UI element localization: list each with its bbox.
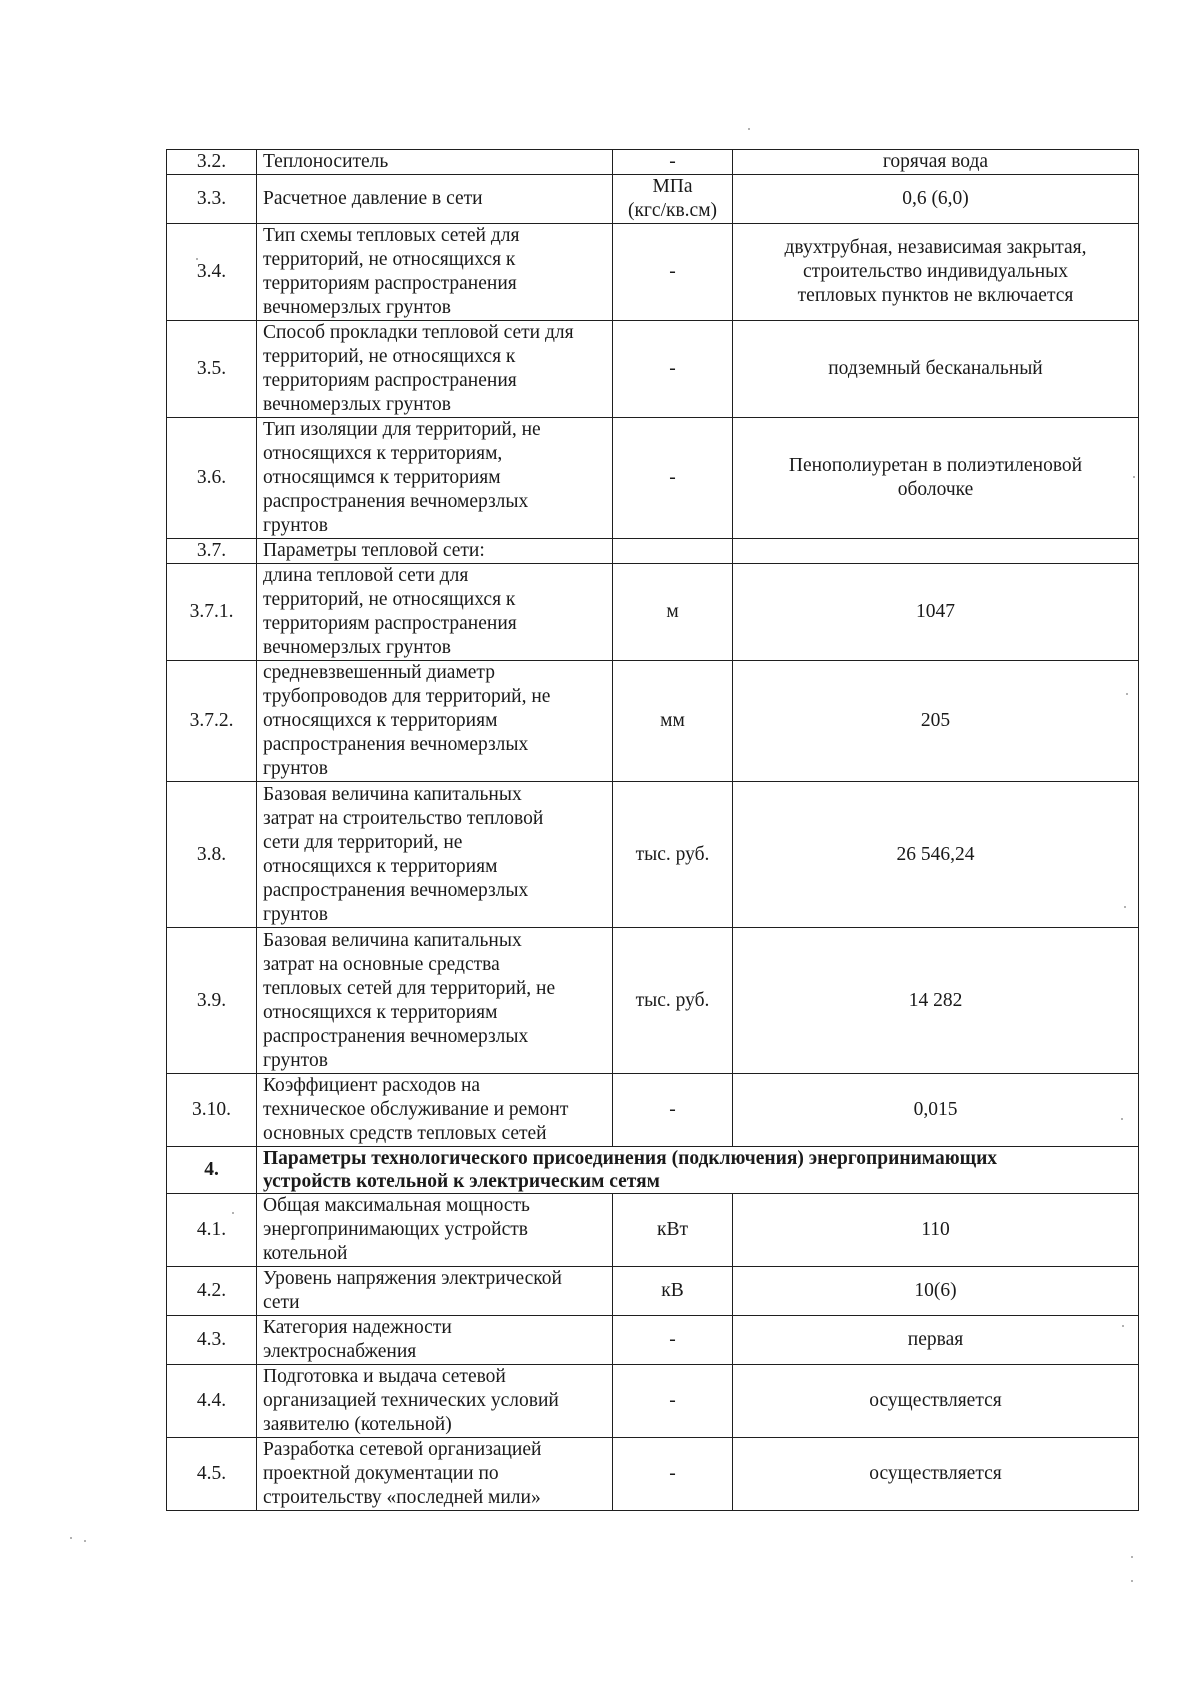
- table-row: [167, 321, 1139, 418]
- scan-speck: [1122, 1325, 1124, 1327]
- row-number: 3.8.: [167, 782, 257, 928]
- parameter-value: горячая вода: [733, 150, 1139, 175]
- parameter-value: 205: [733, 661, 1139, 782]
- parameter-name: Тип схемы тепловых сетей для территорий, не относящихся к территориям распространения вечномерзлых грунтов: [257, 224, 613, 321]
- row-number: 4.: [167, 1147, 257, 1194]
- parameter-name: Уровень напряжения электрической сети: [257, 1267, 613, 1316]
- table-row: [167, 1316, 1139, 1365]
- scan-speck: [1126, 693, 1128, 695]
- parameter-value: подземный бесканальный: [733, 321, 1139, 418]
- unit-of-measure: кВт: [613, 1194, 733, 1267]
- row-number: 4.4.: [167, 1365, 257, 1438]
- unit-of-measure: -: [613, 150, 733, 175]
- table-row: [167, 539, 1139, 564]
- parameter-name: Теплоноситель: [257, 150, 613, 175]
- row-number: 3.2.: [167, 150, 257, 175]
- row-number: 3.9.: [167, 928, 257, 1074]
- table-row: [167, 782, 1139, 928]
- unit-of-measure: мм: [613, 661, 733, 782]
- unit-of-measure: -: [613, 224, 733, 321]
- parameter-name: Общая максимальная мощность энергопринимающих устройств котельной: [257, 1194, 613, 1267]
- parameter-value: первая: [733, 1316, 1139, 1365]
- table-row: [167, 661, 1139, 782]
- parameter-value: 10(6): [733, 1267, 1139, 1316]
- unit-of-measure: кВ: [613, 1267, 733, 1316]
- parameter-name: Расчетное давление в сети: [257, 175, 613, 224]
- parameter-name: Базовая величина капитальных затрат на строительство тепловой сети для территорий, не относящихся к территориям распространения вечномерзлых грунтов: [257, 782, 613, 928]
- scan-speck: [1121, 1118, 1123, 1120]
- parameters-table: [166, 149, 1139, 1511]
- parameter-name: Тип изоляции для территорий, не относящихся к территориям, относящимся к территориям распространения вечномерзлых грунтов: [257, 418, 613, 539]
- parameter-value: осуществляется: [733, 1438, 1139, 1511]
- unit-of-measure: МПа (кгс/кв.см): [613, 175, 733, 224]
- table-row: [167, 1147, 1139, 1194]
- scan-speck: [1133, 476, 1135, 478]
- parameter-value: Пенополиуретан в полиэтиленовой оболочке: [733, 418, 1139, 539]
- parameter-value: 0,6 (6,0): [733, 175, 1139, 224]
- table-row: [167, 928, 1139, 1074]
- parameters-table-body: [167, 150, 1139, 1511]
- table-row: [167, 175, 1139, 224]
- parameter-name: Категория надежности электроснабжения: [257, 1316, 613, 1365]
- unit-of-measure: -: [613, 1365, 733, 1438]
- unit-of-measure: тыс. руб.: [613, 782, 733, 928]
- row-number: 3.10.: [167, 1074, 257, 1147]
- row-number: 3.6.: [167, 418, 257, 539]
- row-number: 4.3.: [167, 1316, 257, 1365]
- table-row: [167, 224, 1139, 321]
- parameter-name: Параметры тепловой сети:: [257, 539, 613, 564]
- parameter-name: Коэффициент расходов на техническое обслуживание и ремонт основных средств тепловых сетей: [257, 1074, 613, 1147]
- unit-of-measure: -: [613, 1074, 733, 1147]
- parameter-name: средневзвешенный диаметр трубопроводов для территорий, не относящихся к территориям распространения вечномерзлых грунтов: [257, 661, 613, 782]
- row-number: 4.2.: [167, 1267, 257, 1316]
- scan-speck: [1124, 906, 1126, 908]
- scan-speck: [196, 258, 198, 260]
- table-row: [167, 150, 1139, 175]
- row-number: 4.1.: [167, 1194, 257, 1267]
- table-row: [167, 1194, 1139, 1267]
- row-number: 3.4.: [167, 224, 257, 321]
- parameter-value: 26 546,24: [733, 782, 1139, 928]
- scan-speck: [748, 128, 750, 130]
- parameter-value: 0,015: [733, 1074, 1139, 1147]
- parameter-name: длина тепловой сети для территорий, не относящихся к территориям распространения вечномерзлых грунтов: [257, 564, 613, 661]
- parameter-value: осуществляется: [733, 1365, 1139, 1438]
- scan-speck: [1131, 1556, 1133, 1558]
- unit-of-measure: -: [613, 1438, 733, 1511]
- section-heading: Параметры технологического присоединения (подключения) энергопринимающих устройств котельной к электрическим сетям: [257, 1147, 1139, 1194]
- parameter-value: 110: [733, 1194, 1139, 1267]
- row-number: 4.5.: [167, 1438, 257, 1511]
- table-row: [167, 1267, 1139, 1316]
- row-number: 3.7.1.: [167, 564, 257, 661]
- unit-of-measure: -: [613, 418, 733, 539]
- parameter-name: Подготовка и выдача сетевой организацией технических условий заявителю (котельной): [257, 1365, 613, 1438]
- scan-speck: [84, 1540, 86, 1542]
- unit-of-measure: -: [613, 321, 733, 418]
- parameter-name: Способ прокладки тепловой сети для территорий, не относящихся к территориям распространения вечномерзлых грунтов: [257, 321, 613, 418]
- unit-of-measure: м: [613, 564, 733, 661]
- parameter-name: Разработка сетевой организацией проектной документации по строительству «последней мили»: [257, 1438, 613, 1511]
- parameter-value: [733, 539, 1139, 564]
- table-row: [167, 1074, 1139, 1147]
- table-row: [167, 1438, 1139, 1511]
- unit-of-measure: тыс. руб.: [613, 928, 733, 1074]
- unit-of-measure: -: [613, 1316, 733, 1365]
- scan-speck: [70, 1537, 72, 1539]
- table-row: [167, 1365, 1139, 1438]
- parameter-value: двухтрубная, независимая закрытая, строительство индивидуальных тепловых пунктов не включается: [733, 224, 1139, 321]
- row-number: 3.5.: [167, 321, 257, 418]
- table-row: [167, 418, 1139, 539]
- table-row: [167, 564, 1139, 661]
- scan-speck: [1131, 1580, 1133, 1582]
- scan-speck: [232, 1212, 234, 1214]
- parameter-name: Базовая величина капитальных затрат на основные средства тепловых сетей для территорий, не относящихся к территориям распространения вечномерзлых грунтов: [257, 928, 613, 1074]
- row-number: 3.3.: [167, 175, 257, 224]
- parameter-value: 1047: [733, 564, 1139, 661]
- parameter-value: 14 282: [733, 928, 1139, 1074]
- unit-of-measure: [613, 539, 733, 564]
- row-number: 3.7.: [167, 539, 257, 564]
- row-number: 3.7.2.: [167, 661, 257, 782]
